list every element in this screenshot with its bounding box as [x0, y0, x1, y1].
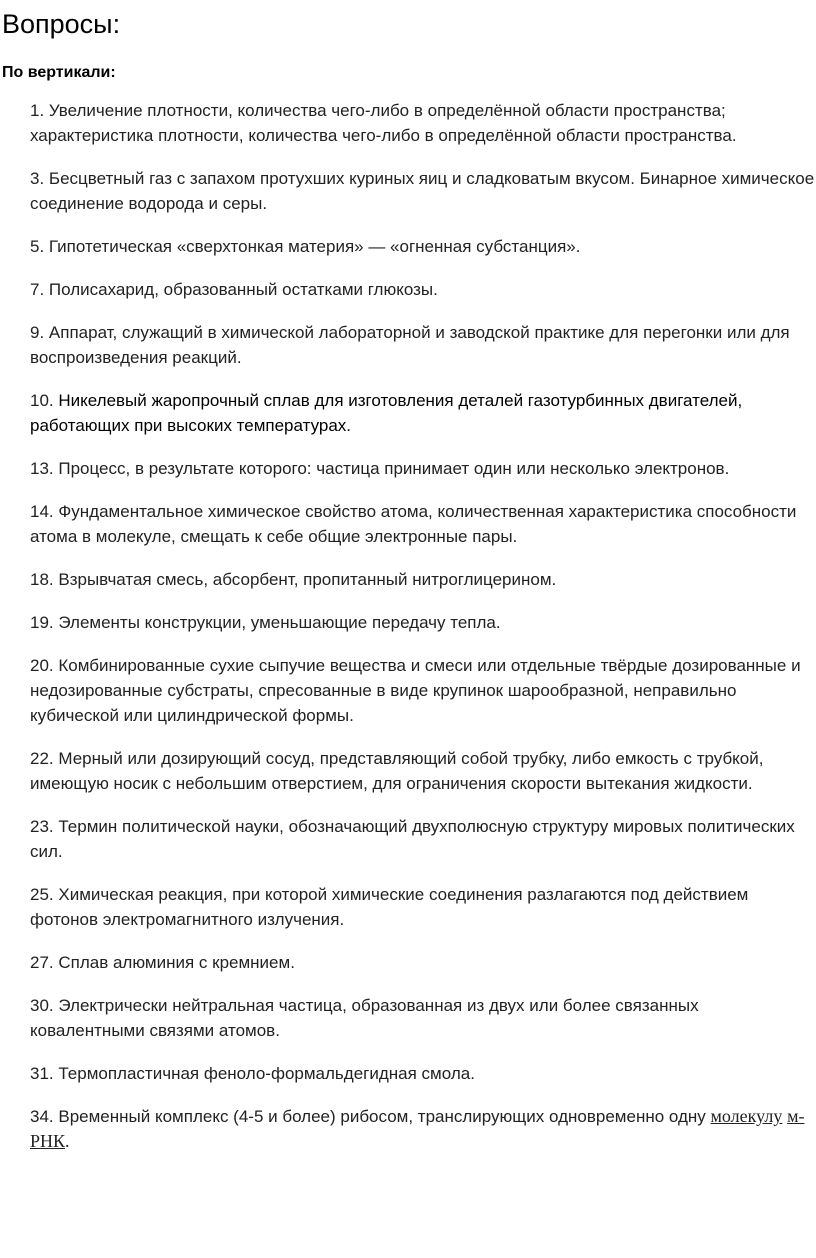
question-item: 9. Аппарат, служащий в химической лабораторной и заводской практике для перегонки или для воспроизведения реакций. — [30, 323, 790, 367]
question-item: 14. Фундаментальное химическое свойство атома, количественная характеристика способности атома в молекуле, смещать к себе общие электронные пары. — [30, 502, 797, 546]
question-item: 31. Термопластичная феноло-формальдегидная смола. — [30, 1064, 475, 1083]
question-item: 30. Электрически нейтральная частица, образованная из двух или более связанных ковалентными связями атомов. — [30, 996, 699, 1040]
question-item: 22. Мерный или дозирующий сосуд, представляющий собой трубку, либо емкость с трубкой, имеющую носик с небольшим отверстием, для ограничения скорости вытекания жидкости. — [30, 749, 764, 793]
question-item: 13. Процесс, в результате которого: частица принимает один или несколько электронов. — [30, 459, 730, 478]
questions-list — [30, 98, 816, 1172]
question-item: 3. Бесцветный газ с запахом протухших куриных яиц и сладковатым вкусом. Бинарное химическое соединение водорода и серы. — [30, 169, 815, 213]
question-item: 5. Гипотетическая «сверхтонкая материя» — «огненная субстанция». — [30, 237, 581, 256]
section-heading-vertical: По вертикали: — [2, 64, 116, 81]
question-item: 20. Комбинированные сухие сыпучие вещества и смеси или отдельные твёрдые дозированные и недозированные субстраты, спресованные в виде крупинок шарообразной, неправильно кубической или цилиндрической формы. — [30, 656, 801, 725]
question-item: 25. Химическая реакция, при которой химические соединения разлагаются под действием фотонов электромагнитного излучения. — [30, 885, 749, 929]
question-item: 10. Никелевый жаропрочный сплав для изготовления деталей газотурбинных двигателей, работающих при высоких температурах. — [30, 391, 743, 435]
link-molecule[interactable]: молекулу — [710, 1106, 783, 1126]
link-mrna[interactable]: м-РНК — [30, 1106, 805, 1151]
question-item: 23. Термин политической науки, обозначающий двухполюсную структуру мировых политических сил. — [30, 817, 795, 861]
question-item: 7. Полисахарид, образованный остатками глюкозы. — [30, 280, 438, 299]
question-item: 18. Взрывчатая смесь, абсорбент, пропитанный нитроглицерином. — [30, 570, 557, 589]
page-title: Вопросы: — [2, 9, 121, 39]
question-item: 27. Сплав алюминия с кремнием. — [30, 953, 295, 972]
question-item-last: 34. Временный комплекс (4-5 и более) рибосом, транслирующих одновременно одну молекулу м-РНК. — [30, 1106, 805, 1151]
question-item: 1. Увеличение плотности, количества чего-либо в определённой области пространства; характеристика плотности, количества чего-либо в определённой области пространства. — [30, 101, 737, 145]
question-item: 19. Элементы конструкции, уменьшающие передачу тепла. — [30, 613, 501, 632]
